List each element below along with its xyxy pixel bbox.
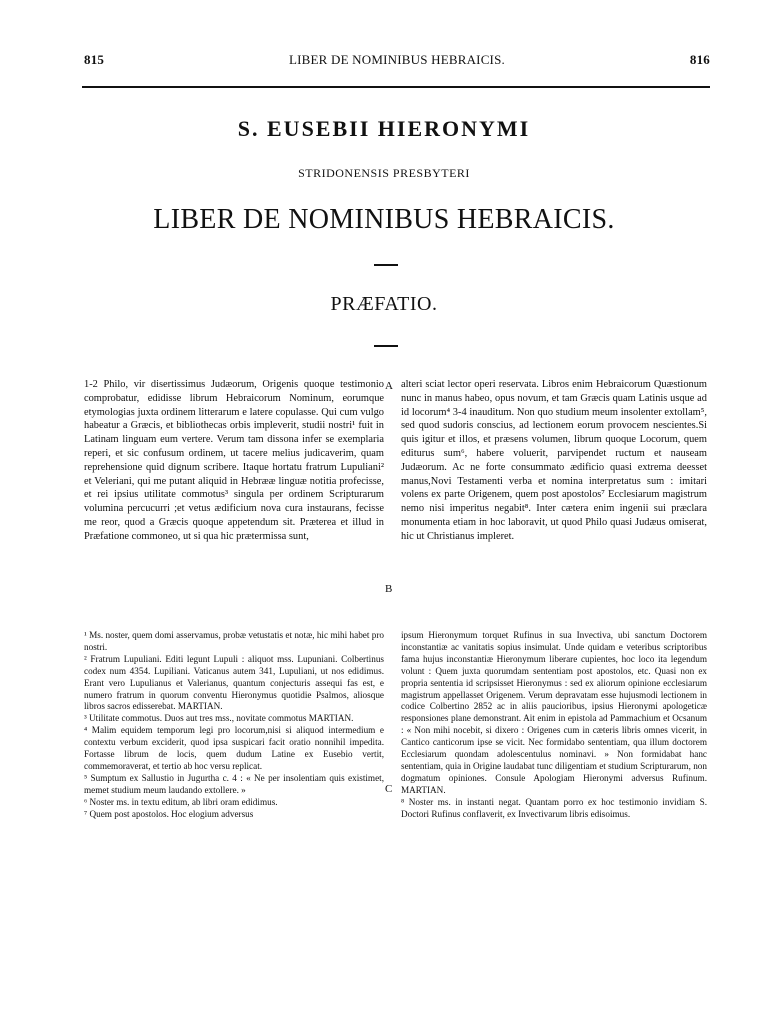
margin-letter-b: B xyxy=(385,583,393,595)
footnote: ¹ Ms. noster, quem domi asservamus, probæ vetustatis et notæ, hic mihi habet pro nostri. xyxy=(84,630,384,652)
running-head xyxy=(84,52,710,70)
footnote: ⁶ Noster ms. in textu editum, ab libri oram edidimus. xyxy=(84,796,278,807)
footnote: ⁸ Noster ms. in instanti negat. Quantam porro ex hoc testimonio invidiam S. Doctori Rufinus conflaverit, ex Invectivarum libris edisoimus. xyxy=(401,796,707,819)
running-title: LIBER DE NOMINIBUS HEBRAICIS. xyxy=(289,52,505,67)
page-number-left: 815 xyxy=(84,52,105,67)
main-text-left-column: 1-2 Philo, vir disertissimus Judæorum, Origenis quoque testimonio comprobatur, edidisse librum Hebraicorum Nominum, eorumque etymologias juxta ordinem litterarum e latere copulasse. Qui cum vulgo habeatur a Græcis, et bibliothecas orbis impleverit, studii nostri¹ fuit in Latinam linguam eum vertere. Verum tam dissona infer se exemplaria reperi, et sic confusum ordinem, ut tacere melius judicaverim, quam reprehensione quid dignum scribere. Itaque hortatu fratrum Lupuliani² et Veleriani, qui me putant aliquid in Hebrææ linguæ notitia profecisse, et rei ipsius utilitate commotus³ singula per ordinem Scripturarum volumina percucurri ;et vetus ædificium nova cura instaurans, fecisse me reor, quod a Græcis quoque appetendum sit. Præterea et illud in Præfatione commoneo, ut si qua hic prætermissa sunt, xyxy=(84,379,384,542)
title-rule-top xyxy=(374,264,398,266)
footnote: ipsum Hieronymum torquet Rufinus in sua Invectiva, ubi sanctum Doctorem inconstantiæ ac vanitatis sopius insimulat. Unde quidam e veteribus scriptoribus fama hujus inconstantiæ Hieronymum liberare cupientes, hoc loco ita legendum volunt : Quem juxta quorumdam sententiam post apostolos, etc. Quasi non ex propria sententia id scripsisset Hieronymus : sed ex aliorum opinione ecclesiarum magistrum appellasset Origenem. Verum depravatam esse hujusmodi lectionem in codice Colbertino 2852 ac in aliis paucioribus, ipsius Hieronymi apologeticæ responsiones plane demonstrant. Ait enim in epistola ad Pammachium et Ocsanum : « Non mihi nocebit, si dixero : Origenes cum in cæteris libris omnes vicerit, in Cantico canticorum ipse se vicit. Nec formidabo sententiam, qua illum doctorem Ecclesiarum quondam adolescentulus nominavi. » Non formidabat hanc sententiam, quia in Origine laudabat tunc diligentiam et studium Scripturarum, non dogmatum opiniones. Consule Apologiam Hieronymi adversus Rufinum. MARTIAN. xyxy=(401,630,707,795)
footnote: ⁵ Sumptum ex Sallustio in Jugurtha c. 4 : « Ne per insolentiam quis existimet, memet studium meum laudando extollere. » xyxy=(84,772,384,795)
title-rule-bottom xyxy=(374,345,398,347)
margin-letter-a: A xyxy=(385,380,393,392)
header-rule xyxy=(82,86,710,88)
footnote: ³ Utilitate commotus. Duos aut tres mss., novitate commotus MARTIAN. xyxy=(84,713,354,724)
work-title: LIBER DE NOMINIBUS HEBRAICIS. xyxy=(153,204,615,235)
author-subtitle: STRIDONENSIS PRESBYTERI xyxy=(298,166,470,180)
footnote: ⁷ Quem post apostolos. Hoc elogium adversus xyxy=(84,808,254,819)
section-title: PRÆFATIO. xyxy=(330,293,438,315)
footnote: ² Fratrum Lupuliani. Editi legunt Lupuli : aliquot mss. Lupuniani. Colbertinus codex num 4354. Lupiliani. Vaticanus autem 341, Lupuliani, ut nos edidimus. Erant vero Lupulianus et Valerianus, quantum conjecturis assequi fas est, e numero fratrum in quorum conventu Hieronymus quotidie Psalmos, aliosque libros sacros edisserebat. MARTIAN. xyxy=(84,653,384,712)
main-text-right-column: alteri sciat lector operi reservata. Libros enim Hebraicorum Quæstionum nunc in manus habeo, opus novum, et tam Græcis quam Latinis usque ad id locorum⁴ 3-4 inauditum. Non quo studium meum insolenter extollam⁵, sed quod sudoris conscius, ad lectionem eorum provocem nescientes.Si quis igitur et illos, et præsens volumen, librum quoque Locorum, quem editurus sum⁶, habere voluerit, parvipendet ructum et nauseam Judæorum. Ac ne forte consummato ædificio quasi extrema deesset manus,Novi Testamenti verba et nomina interpretatus sum : imitari volens ex parte Origenem, quem post apostolos⁷ Ecclesiarum magistrum nemo nisi imperitus negabit⁸. Inter cætera enim ingenii sui præclara monumenta etiam in hoc laboravit, ut quod Philo quasi Judæus omiserat, hic ut Christianus impleret. xyxy=(401,379,707,542)
footnotes-right-column xyxy=(401,630,707,821)
footnotes-left-column xyxy=(84,630,384,821)
page-number-right: 816 xyxy=(689,52,710,67)
author-heading: S. EUSEBII HIERONYMI xyxy=(237,116,531,141)
margin-letter-c: C xyxy=(385,783,393,795)
footnote: ⁴ Malim equidem temporum legi pro locorum,nisi si aliquod intermedium e contextu verbum exciderit, quod ipsa suspicari facit oratio nonnihil impedita. Fortasse librum de locis, quem dudum Latine ex Eusebio vertit, commemoraverat, et tertio ab hoc versu replicat. xyxy=(84,725,384,771)
